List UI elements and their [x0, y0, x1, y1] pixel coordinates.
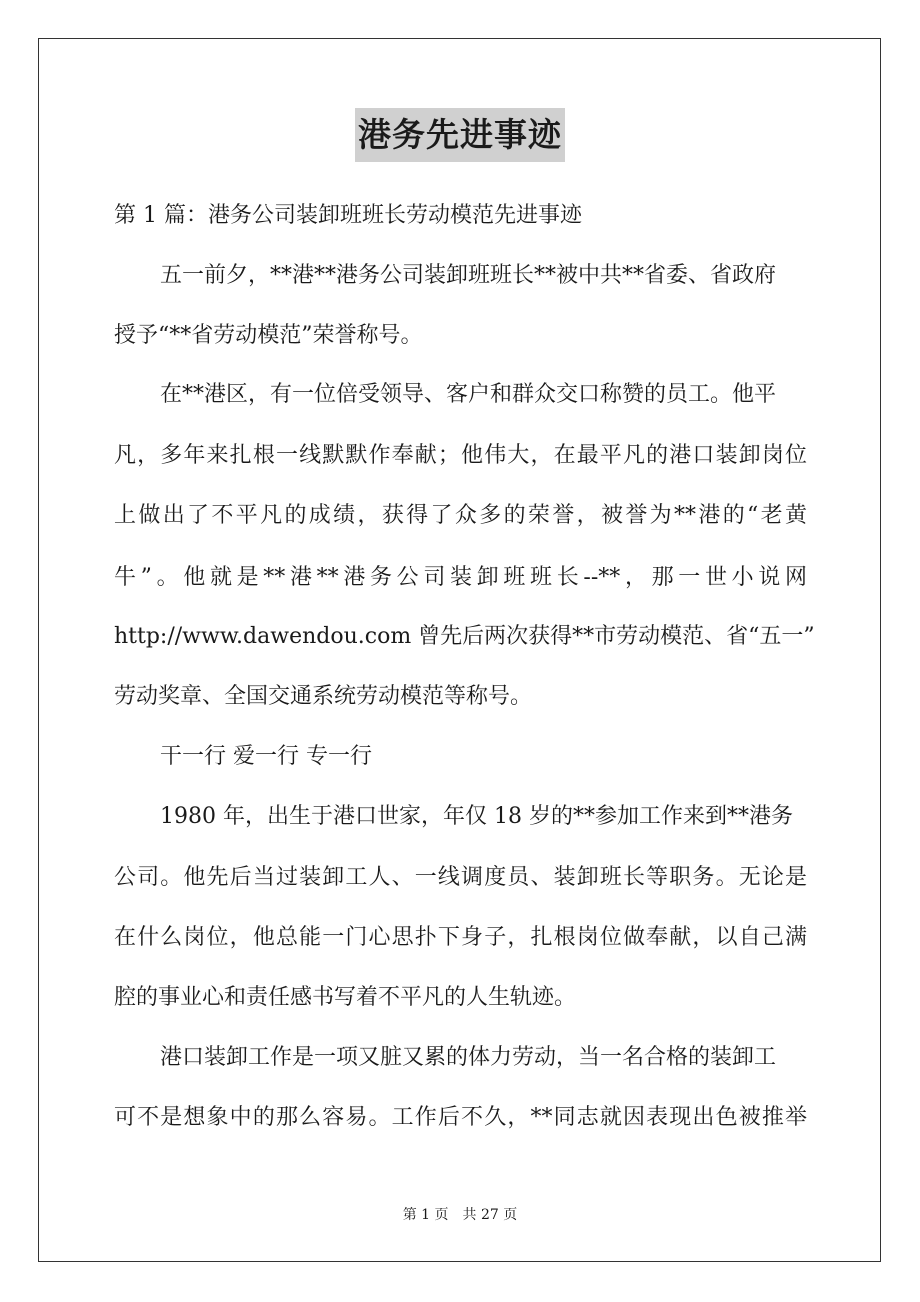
paragraph-line: 公司。他先后当过装卸工人、一线调度员、装卸班长等职务。无论是 — [114, 865, 807, 890]
paragraph-line: 牛”。他就是**港**港务公司装卸班班长--**，那一世小说网 — [114, 565, 807, 590]
paragraph-line: 腔的事业心和责任感书写着不平凡的人生轨迹。 — [114, 985, 577, 1010]
paragraph-line: 劳动奖章、全国交通系统劳动模范等称号。 — [114, 684, 533, 709]
page-footer: 第 1 页 共 27 页 — [402, 1207, 518, 1223]
document-title: 港务先进事迹 — [355, 108, 565, 162]
paragraph-line: 上做出了不平凡的成绩，获得了众多的荣誉，被誉为**港的“老黄 — [114, 503, 807, 528]
paragraph-line: 凡，多年来扎根一线默默作奉献；他伟大，在最平凡的港口装卸岗位 — [114, 443, 807, 468]
paragraph-line: 1980 年，出生于港口世家，年仅 18 岁的**参加工作来到**港务 — [160, 804, 793, 829]
paragraph-line: http://www.dawendou.com 曾先后两次获得**市劳动模范、省“五一” — [114, 624, 815, 649]
section-heading: 第 1 篇：港务公司装卸班班长劳动模范先进事迹 — [114, 203, 582, 228]
paragraph-line: 在什么岗位，他总能一门心思扑下身子，扎根岗位做奉献，以自己满 — [114, 925, 807, 950]
paragraph-line: 可不是想象中的那么容易。工作后不久，**同志就因表现出色被推举 — [114, 1105, 807, 1130]
paragraph-line: 五一前夕，**港**港务公司装卸班班长**被中共**省委、省政府 — [160, 263, 777, 288]
subheading: 干一行 爱一行 专一行 — [160, 744, 372, 769]
paragraph-line: 授予“**省劳动模范”荣誉称号。 — [114, 323, 423, 348]
paragraph-line: 在**港区，有一位倍受领导、客户和群众交口称赞的员工。他平 — [160, 382, 777, 407]
title-container — [0, 108, 920, 162]
paragraph-line: 港口装卸工作是一项又脏又累的体力劳动，当一名合格的装卸工 — [160, 1045, 777, 1070]
